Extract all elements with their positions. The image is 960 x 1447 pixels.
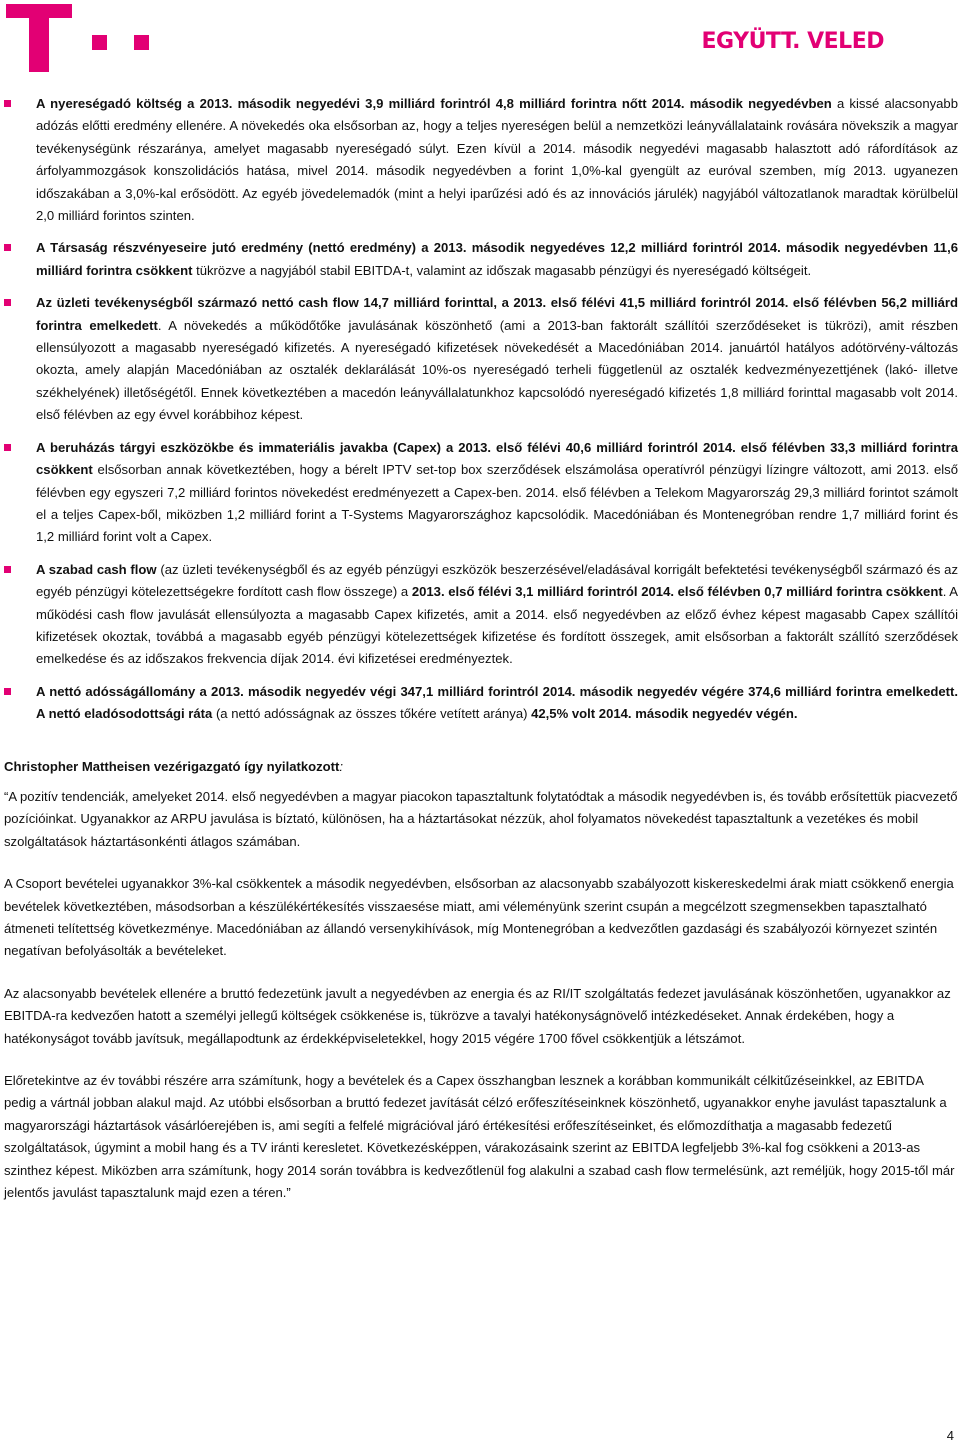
- bullet-bold-text: A nyereségadó költség a 2013. második negyedévi 3,9 milliárd forintról 4,8 milliárd forintra nőtt 2014. második negyedévben: [36, 96, 832, 111]
- bullet-bold-text: A szabad cash flow: [36, 561, 157, 577]
- bullet-bold-text: Az üzleti tevékenységből származó nettó cash flow 14,7 milliárd forinttal, a 2013. első félévi 41,5 milliárd forintról 2014. első félévben 56,2 milliárd forintra emelkedett: [36, 295, 958, 333]
- bullet-text: elsősorban annak következtében, hogy a bérelt IPTV set-top box szerződések elszámolása operatívról pénzügyi lízingre változott, ami 2013. első félévben egy egyszeri 7,2 milliárd forintos növekedést eredményezett a Capex-ben. 2014. első félévben a Telekom Magyarország 29,3 milliárd forintot számolt el a teljes Capex-ből, miközben 1,2 milliárd forint a T-Systems Magyarországhoz kapcsolódik. Macedóniában és Montenegróban rendre 1,7 milliárd forint és 1,2 milliárd forint volt a Capex.: [36, 462, 958, 545]
- bullet-text: . A növekedés a működőtőke javulásának köszönhető (ami a 2013-ban faktorált szállítói szerződéseket is tükrözi), amit részben ellensúlyozott a magasabb nyereségadó kifizetés. A nyereségadó kifizetések növekedését a Macedóniában 2014. januártól hatályos adótörvény-változás okozta, amely alapján Macedóniában az osztalék deklarálását 10%-os nyereségadó terheli függetlenül az osztalék kedvezményezettjének (lakó- illetve székhelyének) illetőségétől. Ennek következtében a macedón leányvállalatunkhoz kapcsolódó nyereségadó kifizetés 1,8 milliárd forinttal magasabb volt 2014. első félévben az egy évvel korábbihoz képest.: [36, 317, 958, 423]
- brand-slogan: EGYÜTT. VELED: [701, 29, 884, 54]
- bullet-item: [4, 681, 958, 726]
- bullet-square-icon: [4, 688, 11, 695]
- bullet-square-icon: [4, 100, 11, 107]
- bullet-square-icon: [4, 566, 11, 573]
- page-header: [0, 0, 960, 78]
- bullet-item: [4, 437, 958, 549]
- quote-heading-text: Christopher Mattheisen vezérigazgató így nyilatkozott: [4, 758, 340, 774]
- quote-paragraph: Előretekintve az év további részére arra számítunk, hogy a bevételek és a Capex összhangban lesznek a korábban kommunikált célkitűzéseinkkel, az EBITDA pedig a vártnál jobban alakul majd. Az utóbbi elsősorban a bruttó fedezet javítását célzó erőfeszítéseinknek köszönhető, ugyanakkor enyhe javulást tapasztalunk a magyarországi háztartások vásárlóerejében is, ami segíti a felfelé migrációval járó értékesítési erőfeszítéseinket, és előmozdíthatja a magasabb fedezetű szolgáltatások, úgymint a mobil hang és a TV iránti keresletet. Következésképpen, várakozásaink szerint az EBITDA legfeljebb 3%-kal fog csökkeni a 2013-as szinthez képest. Miközben arra számítunk, hogy 2014 során továbbra is kedvezőtlenül fog alakulni a szabad cash flow termelésünk, azt reméljük, hogy 2015-től már jelentős javulást tapasztalunk majd ezen a téren.”: [4, 1073, 955, 1201]
- bullet-text: tükrözve a nagyjából stabil EBITDA-t, valamint az időszak magasabb pénzügyi és nyereségadó költségeit.: [192, 262, 812, 278]
- bullet-bold-text: 42,5% volt 2014. második negyedév végén.: [531, 706, 798, 722]
- bullet-list: [4, 93, 958, 726]
- quote-paragraph: “A pozitív tendenciák, amelyeket 2014. első negyedévben a magyar piacokon tapasztaltunk folytatódtak a második negyedévben is, és tovább erősítettük piacvezető pozícióinkat. Ugyanakkor az ARPU javulása is bíztató, különösen, ha a háztartásokat nézzük, ahol folyamatos növekedést tapasztaltunk a vezetékes és mobil szolgáltatások háztartásonkénti átlagos számában.: [4, 788, 958, 849]
- bullet-bold-text: A beruházás tárgyi eszközökbe és immateriális javakba (Capex) a 2013. első félévi 40,6 milliárd forintról 2014. első félévben 33,3 milliárd forintra csökkent: [36, 439, 958, 478]
- quote-paragraph: Az alacsonyabb bevételek ellenére a bruttó fedezetünk javult a negyedévben az energia és az RI/IT szolgáltatás fedezet javulásának köszönhetően, ugyanakkor az EBITDA-ra kedvezően hatott a személyi jellegű költségek csökkenése is, tükrözve a tavalyi hatékonyságnövelő intézkedéseket. Annak érdekében, hogy a hatékonyságot tovább javítsuk, megállapodtunk az érdekképviseletekkel, hogy 2015 végére 1700 fővel csökkentjük a létszámot.: [4, 985, 951, 1046]
- bullet-item: [4, 292, 958, 426]
- bullet-item: [4, 93, 958, 227]
- quote-paragraph: A Csoport bevételei ugyanakkor 3%-kal csökkentek a második negyedévben, elsősorban az alacsonyabb szabályozott kiskereskedelmi árak miatt csökkenő energia bevételek következtében, másodsorban a készülékértékesítés visszaesése miatt, ami véleményünk szerint csupán a megcélzott szegmensekben tapasztalható átmeneti telítettség következménye. Macedóniában az állandó versenykihívások, míg Montenegróban a kedvezőtlen gazdasági és szabályozói környezet szintén negatívan befolyásolták a bevételeket.: [4, 876, 954, 959]
- document-body: [4, 93, 958, 1224]
- bullet-bold-text: 2013. első félévi 3,1 milliárd forintról 2014. első félévben 0,7 milliárd forintra csökkent: [411, 584, 943, 600]
- bullet-text: (az üzleti tevékenységből és az egyéb pénzügyi eszközök beszerzésével/eladásával korrigált befektetési tevékenységből származó és az egyéb pénzügyi kötelezettségekre fordított cash flow összege) a: [36, 561, 958, 600]
- bullet-text: . A működési cash flow javulását ellensúlyozta a magasabb Capex kifizetés, amit a 2014. első negyedévben az előző évhez képest magasabb Capex szállítói kifizetések okoztak, továbbá a magasabb egyéb pénzügyi kötelezettségek kifizetése és fordított összegek, amit elsősorban a faktorált szállító szerződések emelkedése és az időszakos frekvencia díjak 2014. évi kifizetései eredményeztek.: [36, 584, 959, 667]
- bullet-item: [4, 237, 958, 282]
- bullet-bold-text: A nettó adósságállomány a 2013. második negyedév végi 347,1 milliárd forintról 2014. második negyedév végére 374,6 milliárd forintra emelkedett. A nettó eladósodottsági ráta: [36, 683, 958, 722]
- quote-heading: [4, 756, 958, 778]
- bullet-item: [4, 559, 958, 671]
- logo-dot: [134, 35, 149, 50]
- bullet-square-icon: [4, 299, 11, 306]
- bullet-square-icon: [4, 244, 11, 251]
- bullet-text: a kissé alacsonyabb adózás előtti eredmény ellenére. A növekedés oka elsősorban az, hogy a teljes nyereségen belül a nemzetközi leányvállalataink rovására növekszik a magyar tevékenységünk részaránya, amelyet magasabb nyereségadó súlyt. Ezen kívül a 2014. második negyedévi magasabb halasztott adó ráfordítások az árfolyammozgások konszolidációs hatása, mivel 2014. második negyedévben a forint 1,0%-kal gyengült az euróval szemben, míg 2013. ugyanezen időszakában a 3,0%-kal erősödött. Az egyéb jövedelemadók (mint a helyi iparűzési adó és az innovációs járulék) nagyjából változatlanok maradtak körülbelül 2,0 milliárd forintos szinten.: [36, 96, 958, 224]
- telekom-t-logo: [6, 4, 72, 72]
- quote-heading-colon: :: [339, 758, 344, 774]
- bullet-square-icon: [4, 444, 11, 451]
- logo-stem: [29, 18, 49, 72]
- page-number: 4: [946, 1428, 954, 1443]
- logo-dot: [92, 35, 107, 50]
- bullet-bold-text: A Társaság részvényeseire jutó eredmény (nettó eredmény) a 2013. második negyedéves 12,2 milliárd forintról 2014. második negyedévben 11,6 milliárd forintra csökkent: [36, 240, 958, 278]
- bullet-text: (a nettó adósságnak az összes tőkére vetített aránya): [212, 706, 532, 722]
- logo-bar: [6, 4, 72, 18]
